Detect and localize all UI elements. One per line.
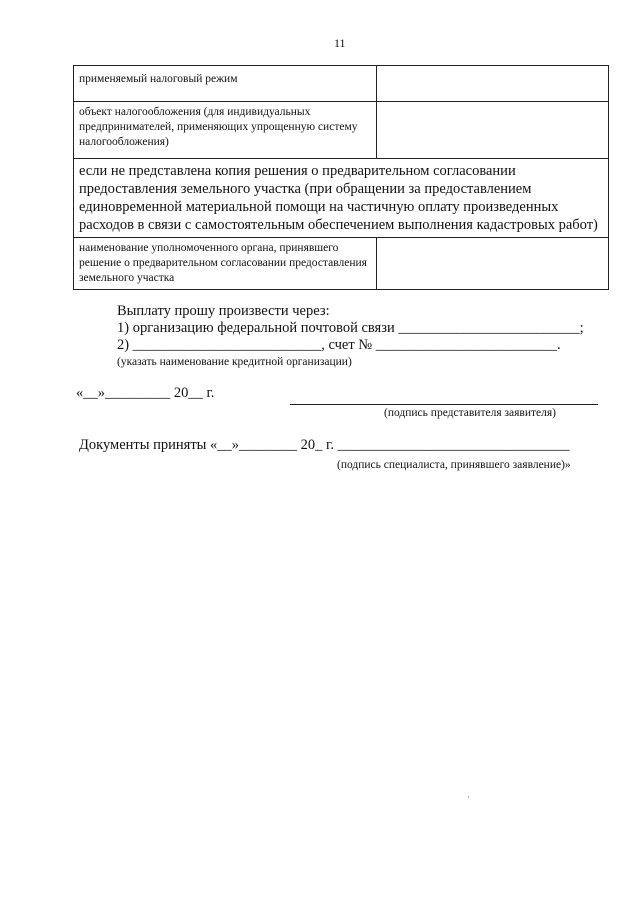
bank-name-hint: (указать наименование кредитной организации)	[117, 356, 352, 368]
no-copy-condition-text: если не представлена копия решения о предварительном согласовании предоставления земельного участка (при обращении за предоставлением единовременной материальной помощи на частичную оплату произведенных расходов в связи с самостоятельным обеспечением выполнения кадастровых работ)	[74, 159, 609, 238]
page-number: 11	[334, 36, 346, 50]
authority-name-value-cell[interactable]	[377, 238, 609, 290]
applicant-signature-caption: (подпись представителя заявителя)	[384, 407, 556, 419]
payment-method-block	[117, 303, 584, 371]
applicant-signature-line[interactable]	[290, 404, 598, 405]
table-row	[74, 66, 609, 102]
applicant-info-table	[73, 65, 609, 290]
tax-object-value-cell[interactable]	[377, 102, 609, 159]
tax-regime-label: применяемый налоговый режим	[74, 66, 377, 102]
payment-intro: Выплату прошу произвести через:	[117, 303, 330, 319]
table-row	[74, 238, 609, 290]
table-row	[74, 102, 609, 159]
authority-name-label: наименование уполномоченного органа, принявшего решение о предварительном согласовании предоставления земельного участка	[74, 238, 377, 290]
documents-accepted-line[interactable]: Документы приняты «__»________ 20_ г. ________________________________	[79, 437, 570, 453]
table-row	[74, 159, 609, 238]
scan-speck	[468, 796, 469, 798]
payment-option-bank[interactable]: 2) __________________________, счет № _________________________.	[117, 337, 561, 353]
specialist-signature-caption: (подпись специалиста, принявшего заявление)»	[337, 459, 571, 471]
application-date-line[interactable]: «__»_________ 20__ г.	[76, 385, 215, 401]
tax-regime-value-cell[interactable]	[377, 66, 609, 102]
payment-option-post[interactable]: 1) организацию федеральной почтовой связи _________________________;	[117, 320, 584, 336]
tax-object-label: объект налогообложения (для индивидуальных предпринимателей, применяющих упрощенную систему налогообложения)	[74, 102, 377, 159]
